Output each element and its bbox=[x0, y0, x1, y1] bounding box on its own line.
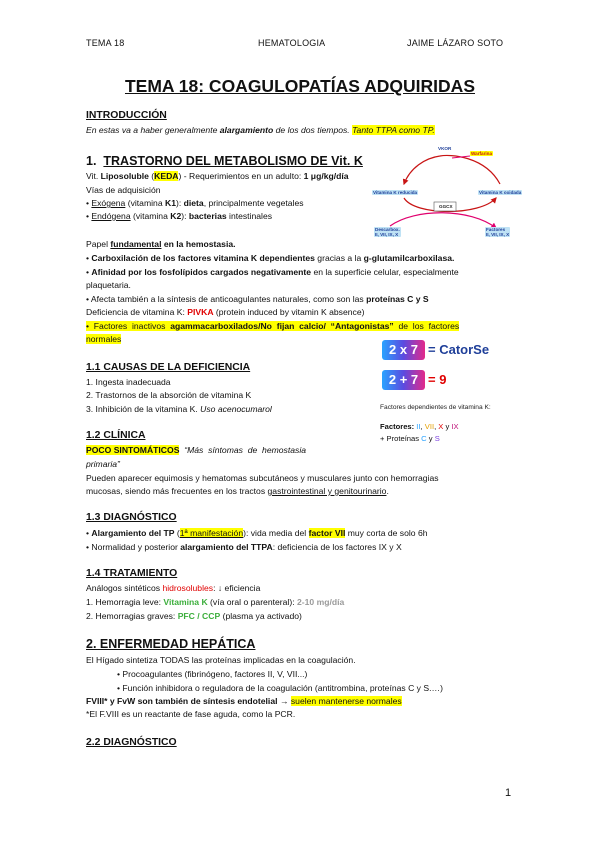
mnemonic-caption: Factores dependientes de vitamina K: bbox=[380, 404, 491, 411]
carboxylation-item: • Carboxilación de los factores vitamina K dependientes gracias a la g-glutamilcarboxilasa. bbox=[86, 253, 455, 263]
clinica-line2: primaria” bbox=[86, 459, 120, 469]
clinica-line4: mucosas, siendo más frecuentes en los tractos gastrointestinal y genitourinario. bbox=[86, 486, 389, 496]
s11-heading: 1.1 CAUSAS DE LA DEFICIENCIA bbox=[86, 362, 251, 373]
header-center: HEMATOLOGIA bbox=[258, 38, 326, 48]
header-right: JAIME LÁZARO SOTO bbox=[407, 38, 504, 48]
diag-line1: • Alargamiento del TP (1ª manifestación): vida media del factor VII muy corta de solo 6h bbox=[86, 528, 428, 538]
intro-heading: INTRODUCCIÓN bbox=[86, 110, 167, 121]
ggcx-label: GGCX bbox=[439, 204, 453, 209]
affinity-item-cont: plaquetaria. bbox=[86, 280, 131, 290]
mnemonic-factors: Factores: II, VII, X y IX bbox=[380, 422, 459, 431]
header-left: TEMA 18 bbox=[86, 38, 125, 48]
role-line: Papel fundamental en la hemostasia. bbox=[86, 239, 236, 249]
tile-2x7: 2 x 7 bbox=[382, 340, 425, 360]
descarbox-label: Descarbox. II, VII, IX, X bbox=[375, 227, 400, 237]
vitk-line: Vit. Liposoluble (KEDA) - Requerimientos en un adulto: 1 μg/kg/día bbox=[86, 171, 349, 181]
hepatic-line3: • Función inhibidora o reguladora de la coagulación (antitrombina, proteínas C y S.…) bbox=[117, 683, 443, 693]
affinity-item: • Afinidad por los fosfolípidos cargados negativamente en la superficie celular, especialmente bbox=[86, 267, 459, 277]
trat-line2: 1. Hemorragia leve: Vitamina K (vía oral o parenteral): 2-10 mg/día bbox=[86, 597, 345, 607]
carboxylation-arrow bbox=[390, 213, 496, 228]
cause-2: 2. Trastornos de la absorción de vitamina K bbox=[86, 390, 252, 400]
section2-heading: 2. ENFERMEDAD HEPÁTICA bbox=[86, 637, 256, 651]
trat-line3: 2. Hemorragias graves: PFC / CCP (plasma ya activado) bbox=[86, 611, 302, 621]
vk-reducida-label: Vitamina K reducida bbox=[373, 190, 418, 195]
nine-label: = 9 bbox=[428, 372, 447, 387]
cycle-arrow-top bbox=[404, 155, 500, 184]
page-title: TEMA 18: COAGULOPATÍAS ADQUIRIDAS bbox=[124, 76, 475, 96]
inactive-factors-item: • Factores inactivos agammacarboxilados/No fijan calcio/ “Antagonistas” de los factores bbox=[86, 321, 460, 331]
vk-oxidada-label: Vitamina K oxidada bbox=[479, 190, 522, 195]
factores-label: Factores II, VII, IX, X bbox=[486, 227, 510, 237]
catorse-label: = CatorSe bbox=[428, 342, 490, 357]
clinica-line3: Pueden aparecer equimosis y hematomas subcutáneos y musculares junto con hemorragias bbox=[86, 473, 439, 483]
vkor-label: VKOR bbox=[438, 146, 452, 151]
acquisition-label: Vías de adquisición bbox=[86, 185, 161, 195]
cause-3: 3. Inhibición de la vitamina K. Uso acenocumarol bbox=[86, 404, 272, 414]
hepatic-line2: • Procoagulantes (fibrinógeno, factores II, V, VII...) bbox=[117, 669, 308, 679]
section1-heading: 1. TRASTORNO DEL METABOLISMO DE Vit. K bbox=[86, 154, 363, 168]
clinica-line1: POCO SINTOMÁTICOS “Más síntomas de hemostasia bbox=[86, 445, 307, 455]
hepatic-line1: El Hígado sintetiza TODAS las proteínas implicadas en la coagulación. bbox=[86, 655, 356, 665]
warfarina-label: Warfarina bbox=[471, 151, 493, 156]
mnemonic-proteins: + Proteínas C y S bbox=[380, 434, 440, 443]
tile-2plus7: 2 + 7 bbox=[382, 370, 425, 390]
deficiency-line: Deficiencia de vitamina K: PIVKA (protein induced by vitamin K absence) bbox=[86, 307, 365, 317]
exogena-item: • Exógena (vitamina K1): dieta, principalmente vegetales bbox=[86, 198, 304, 208]
anticoag-item: • Afecta también a la síntesis de anticoagulantes naturales, como son las proteínas C y S bbox=[86, 294, 429, 304]
hepatic-line4: FVIII* y FvW son también de síntesis endotelial → suelen mantenerse normales bbox=[86, 696, 402, 706]
diag-line2: • Normalidad y posterior alargamiento del TTPA: deficiencia de los factores IX y X bbox=[86, 542, 402, 552]
page-number: 1 bbox=[505, 787, 512, 799]
cause-1: 1. Ingesta inadecuada bbox=[86, 377, 171, 387]
hepatic-line5: *El F.VIII es un reactante de fase aguda, como la PCR. bbox=[86, 709, 296, 719]
endogena-item: • Endógena (vitamina K2): bacterias intestinales bbox=[86, 211, 273, 221]
s14-heading: 1.4 TRATAMIENTO bbox=[86, 568, 178, 579]
intro-text: En estas va a haber generalmente alargamiento de los dos tiempos. Tanto TTPA como TP. bbox=[86, 125, 435, 135]
trat-line1: Análogos sintéticos hidrosolubles: ↓ eficiencia bbox=[86, 583, 261, 593]
s13-heading: 1.3 DIAGNÓSTICO bbox=[86, 512, 177, 523]
mnemonic-box bbox=[376, 336, 516, 448]
s12-heading: 1.2 CLÍNICA bbox=[86, 430, 146, 441]
inactive-factors-cont: normales bbox=[86, 334, 122, 344]
s22-heading: 2.2 DIAGNÓSTICO bbox=[86, 737, 177, 748]
